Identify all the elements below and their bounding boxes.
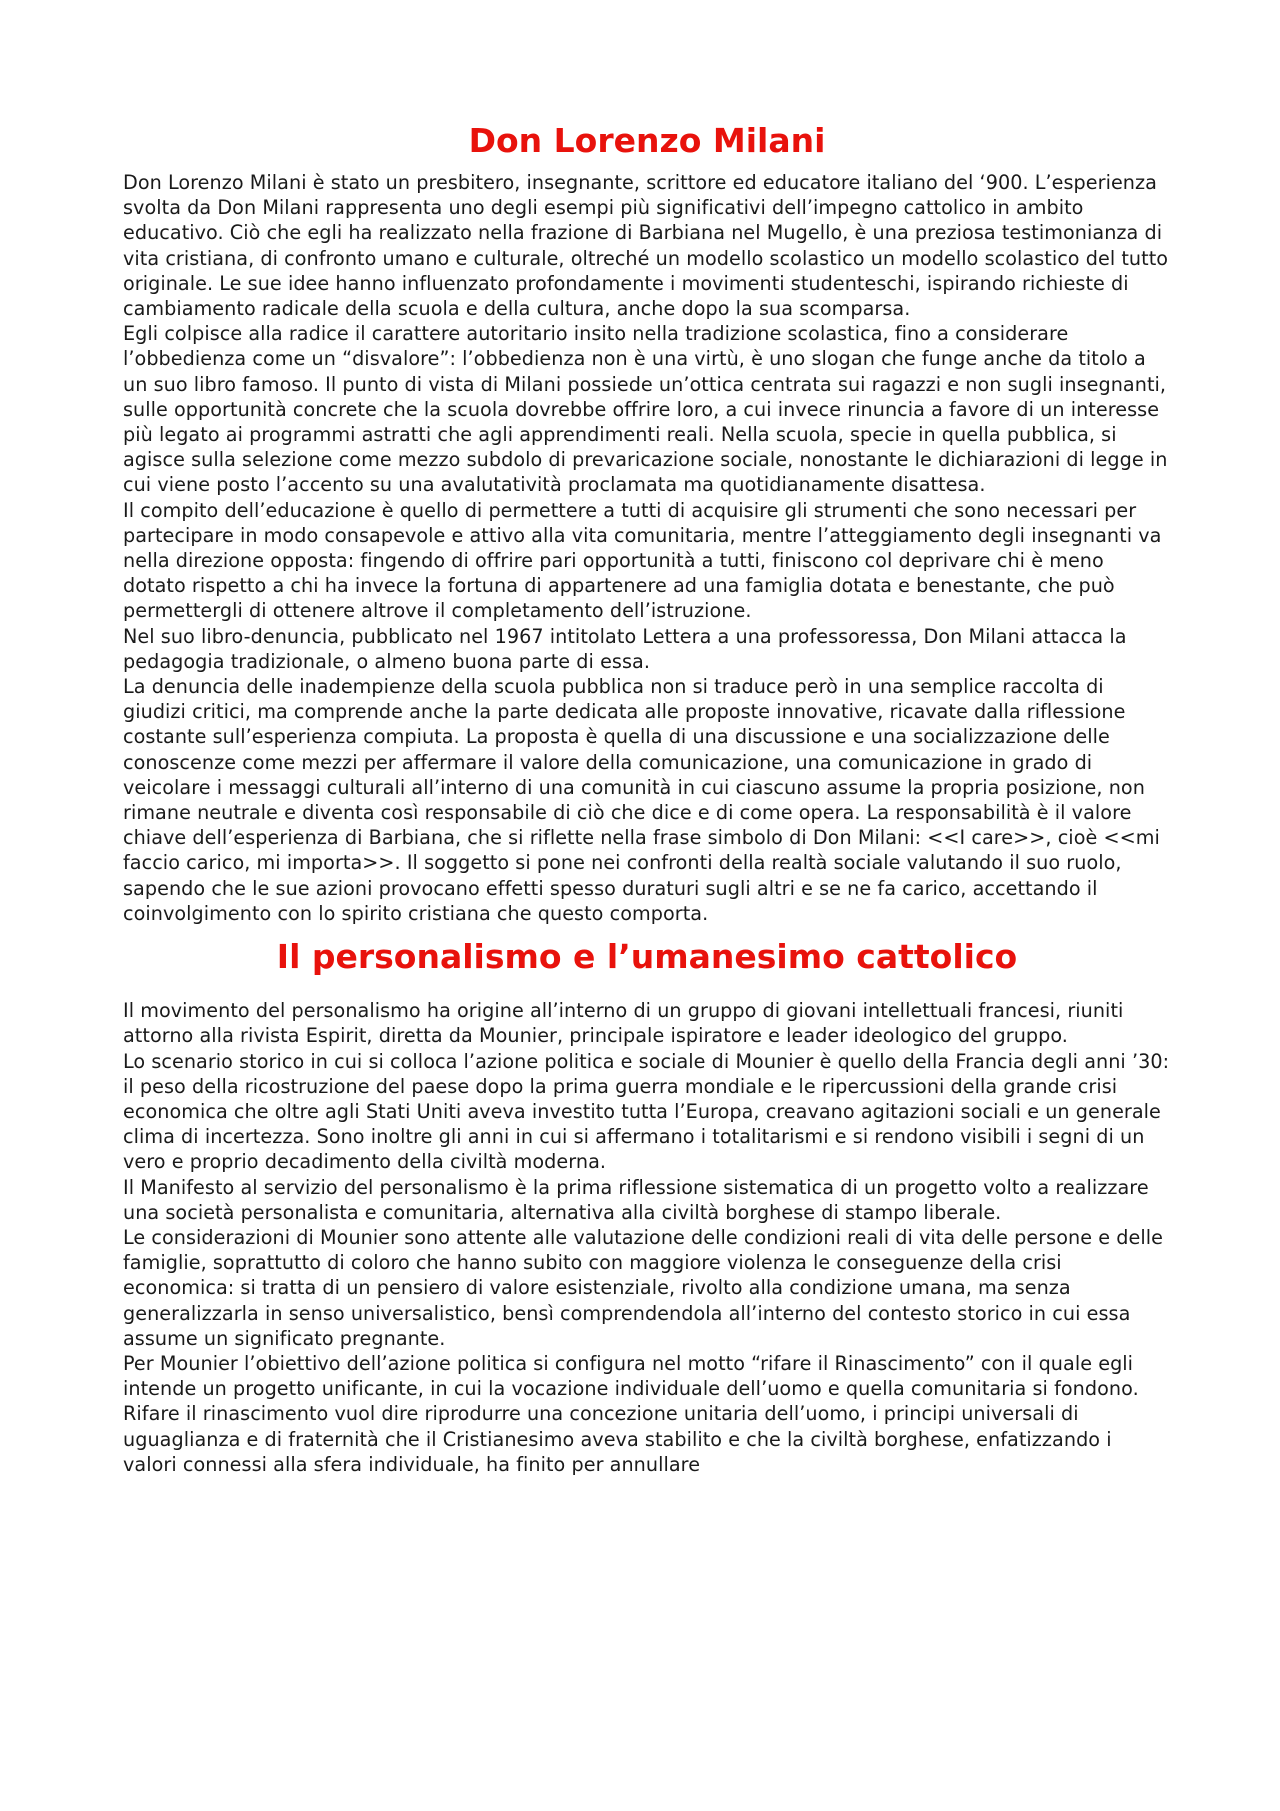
section-title-don-milani: Don Lorenzo Milani	[468, 121, 826, 160]
paragraph: Egli colpisce alla radice il carattere autoritario insito nella tradizione scolastica, fino a considerare l’obbedienza come un “disvalore”: l’obbedienza non è una virtù, è uno slogan che funge anche da titolo a un suo libro famoso. Il punto di vista di Milani possiede un’ottica centrata sui ragazzi e non sugli insegnanti, sulle opportunità concrete che la scuola dovrebbe offrire loro, a cui invece rinuncia a favore di un interesse più legato ai programmi astratti che agli apprendimenti reali. Nella scuola, specie in quella pubblica, si agisce sulla selezione come mezzo subdolo di prevaricazione sociale, nonostante le dichiarazioni di legge in cui viene posto l’accento su una avalutatività proclamata ma quotidianamente disattesa.	[123, 322, 1168, 497]
paragraph: Il compito dell’educazione è quello di permettere a tutti di acquisire gli strumenti che sono necessari per partecipare in modo consapevole e attivo alla vita comunitaria, mentre l’atteggiamento degli insegnanti va nella direzione opposta: fingendo di offrire pari opportunità a tutti, finiscono col deprivare chi è meno dotato rispetto a chi ha invece la fortuna di appartenere ad una famiglia dotata e benestante, che può permettergli di ottenere altrove il completamento dell’istruzione.	[123, 498, 1162, 623]
paragraph: Rifare il rinascimento vuol dire riprodurre una concezione unitaria dell’uomo, i principi universali di uguaglianza e di fraternità che il Cristianesimo aveva stabilito e che la civiltà borghese, enfatizzando i valori connessi alla sfera individuale, ha finito per annullare	[123, 1402, 1112, 1476]
paragraph: Il movimento del personalismo ha origine all’interno di un gruppo di giovani intellettuali francesi, riuniti attorno alla rivista Espirit, diretta da Mounier, principale ispiratore e leader ideologico del gruppo.	[123, 999, 1124, 1048]
paragraph: La denuncia delle inadempienze della scuola pubblica non si traduce però in una semplice raccolta di giudizi critici, ma comprende anche la parte dedicata alle proposte innovative, ricavate dalla riflessione costante sull’esperienza compiuta. La proposta è quella di una discussione e una socializzazione delle conoscenze come mezzi per affermare il valore della comunicazione, una comunicazione in grado di veicolare i messaggi culturali all’interno di una comunità in cui ciascuno assume la propria posizione, non rimane neutrale e diventa così responsabile di ciò che dice e di come opera. La responsabilità è il valore chiave dell’esperienza di Barbiana, che si riflette nella frase simbolo di Don Milani: <<I care>>, cioè <<mi faccio carico, mi importa>>. Il soggetto si pone nei confronti della realtà sociale valutando il suo ruolo, sapendo che le sue azioni provocano effetti spesso duraturi sugli altri e se ne fa carico, accettando il coinvolgimento con lo spirito cristiana che questo comporta.	[123, 675, 1160, 925]
paragraph: Le considerazioni di Mounier sono attente alle valutazione delle condizioni reali di vita delle persone e delle famiglie, soprattutto di coloro che hanno subito con maggiore violenza le conseguenze della crisi economica: si tratta di un pensiero di valore esistenziale, rivolto alla condizione umana, ma senza generalizzarla in senso universalistico, bensì comprendendola all’interno del contesto storico in cui essa assume un significato pregnante.	[123, 1225, 1163, 1350]
section-title-personalismo: Il personalismo e l’umanesimo cattolico	[276, 937, 1018, 977]
paragraph: Don Lorenzo Milani è stato un presbitero, insegnante, scrittore ed educatore italiano del ‘900. L’esperienza svolta da Don Milani rappresenta uno degli esempi più significativi dell’impegno cattolico in ambito educativo. Ciò che egli ha realizzato nella frazione di Barbiana nel Mugello, è una preziosa testimonianza di vita cristiana, di confronto umano e culturale, oltreché un modello scolastico un modello scolastico del tutto originale. Le sue idee hanno influenzato profondamente i movimenti studenteschi, ispirando richieste di cambiamento radicale della scuola e della cultura, anche dopo la sua scomparsa.	[123, 171, 1169, 321]
paragraph: Lo scenario storico in cui si colloca l’azione politica e sociale di Mounier è quello della Francia degli anni ’30: il peso della ricostruzione del paese dopo la prima guerra mondiale e le ripercussioni della grande crisi economica che oltre agli Stati Uniti aveva investito tutta l’Europa, creavano agitazioni sociali e un generale clima di incertezza. Sono inoltre gli anni in cui si affermano i totalitarismi e si rendono visibili i segni di un vero e proprio decadimento della civiltà moderna.	[123, 1049, 1170, 1174]
document-page	[123, 118, 1171, 1477]
paragraph: Il Manifesto al servizio del personalismo è la prima riflessione sistematica di un progetto volto a realizzare una società personalista e comunitaria, alternativa alla civiltà borghese di stampo liberale.	[123, 1175, 1149, 1224]
paragraph: Nel suo libro-denuncia, pubblicato nel 1967 intitolato Lettera a una professoressa, Don Milani attacca la pedagogia tradizionale, o almeno buona parte di essa.	[123, 624, 1127, 673]
paragraph: Per Mounier l’obiettivo dell’azione politica si configura nel motto “rifare il Rinascimento” con il quale egli intende un progetto unificante, in cui la vocazione individuale dell’uomo e quella comunitaria si fondono.	[123, 1351, 1139, 1401]
